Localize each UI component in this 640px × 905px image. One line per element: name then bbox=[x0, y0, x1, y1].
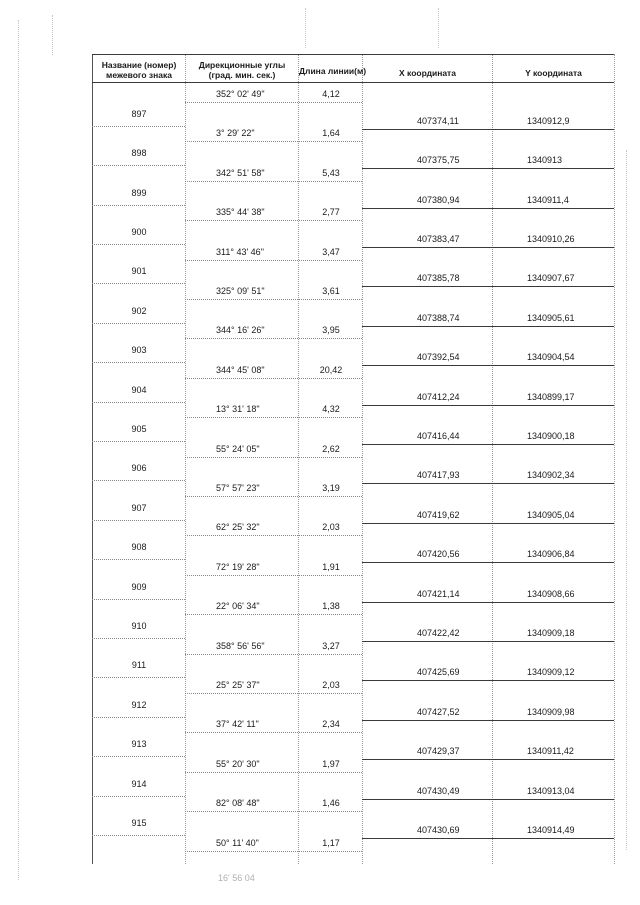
y-coordinate: 1340909,12 bbox=[527, 667, 575, 678]
row-divider bbox=[92, 835, 185, 836]
y-coordinate: 1340914,49 bbox=[527, 824, 575, 835]
x-coordinate: 407421,14 bbox=[417, 588, 460, 599]
header-line-length: Длина линии(м) bbox=[299, 66, 367, 76]
row-divider bbox=[185, 299, 362, 300]
row-divider bbox=[362, 641, 614, 642]
row-divider bbox=[185, 614, 362, 615]
x-coordinate: 407416,44 bbox=[417, 430, 460, 441]
row-divider bbox=[185, 141, 362, 142]
scan-artifact bbox=[626, 150, 627, 850]
point-name: 908 bbox=[131, 542, 147, 553]
point-name: 897 bbox=[131, 108, 147, 119]
line-length: 3,95 bbox=[322, 325, 340, 336]
y-coordinate: 1340906,84 bbox=[527, 549, 575, 560]
point-name: 902 bbox=[131, 305, 147, 316]
header-direction-angles bbox=[186, 60, 298, 80]
row-divider bbox=[185, 535, 362, 536]
point-name: 904 bbox=[131, 384, 147, 395]
point-name: 913 bbox=[131, 739, 147, 750]
row-divider bbox=[362, 680, 614, 681]
row-divider bbox=[92, 756, 185, 757]
x-coordinate: 407420,56 bbox=[417, 549, 460, 560]
line-length: 4,32 bbox=[322, 404, 340, 415]
x-coordinate: 407388,74 bbox=[417, 312, 460, 323]
header-text: (град. мин. сек.) bbox=[208, 70, 276, 80]
scan-artifact bbox=[305, 8, 306, 48]
row-divider bbox=[362, 326, 614, 327]
y-coordinate: 1340912,9 bbox=[527, 115, 570, 126]
row-divider bbox=[92, 638, 185, 639]
row-divider bbox=[92, 520, 185, 521]
y-coordinate: 1340899,17 bbox=[527, 391, 575, 402]
row-divider bbox=[362, 799, 614, 800]
x-coordinate: 407374,11 bbox=[417, 115, 459, 126]
row-divider bbox=[92, 441, 185, 442]
x-coordinate: 407375,75 bbox=[417, 155, 460, 166]
row-divider bbox=[92, 205, 185, 206]
y-coordinate: 1340913 bbox=[527, 155, 563, 166]
direction-angle: 13° 31' 18" bbox=[216, 404, 260, 415]
direction-angle: 55° 20' 30" bbox=[216, 758, 260, 769]
table-border-right bbox=[614, 54, 615, 864]
y-coordinate: 1340904,54 bbox=[527, 352, 575, 363]
header-text: межевого знака bbox=[106, 70, 172, 80]
line-length: 3,27 bbox=[322, 640, 340, 651]
x-coordinate: 407422,42 bbox=[417, 627, 460, 638]
direction-angle: 72° 19' 28" bbox=[216, 561, 260, 572]
row-divider bbox=[362, 483, 614, 484]
point-name: 912 bbox=[131, 699, 147, 710]
row-divider bbox=[362, 562, 614, 563]
y-coordinate: 1340908,66 bbox=[527, 588, 575, 599]
line-length: 2,77 bbox=[322, 207, 340, 218]
row-divider bbox=[92, 599, 185, 600]
row-divider bbox=[362, 129, 614, 130]
x-coordinate: 407385,78 bbox=[417, 273, 460, 284]
point-name: 903 bbox=[131, 345, 147, 356]
point-name: 907 bbox=[131, 502, 147, 513]
y-coordinate: 1340902,34 bbox=[527, 470, 575, 481]
row-divider bbox=[92, 796, 185, 797]
point-name: 906 bbox=[131, 463, 147, 474]
point-name: 915 bbox=[131, 817, 147, 828]
scan-artifact bbox=[18, 20, 19, 880]
row-divider bbox=[185, 220, 362, 221]
header-y-coordinate: Y координата bbox=[525, 68, 582, 78]
y-coordinate: 1340907,67 bbox=[527, 273, 575, 284]
header-x-coordinate: X координата bbox=[399, 68, 456, 78]
x-coordinate: 407392,54 bbox=[417, 352, 460, 363]
header-text: Дирекционные углы bbox=[198, 60, 286, 70]
point-name: 898 bbox=[131, 148, 147, 159]
y-coordinate: 1340905,04 bbox=[527, 509, 575, 520]
row-divider bbox=[185, 693, 362, 694]
row-divider bbox=[362, 720, 614, 721]
line-length: 3,61 bbox=[322, 286, 340, 296]
row-divider bbox=[92, 165, 185, 166]
row-divider bbox=[185, 181, 362, 182]
column-divider bbox=[185, 54, 186, 864]
direction-angle: 37° 42' 11" bbox=[216, 719, 259, 730]
y-coordinate: 1340909,18 bbox=[527, 627, 575, 638]
row-divider bbox=[185, 575, 362, 576]
row-divider bbox=[92, 283, 185, 284]
y-coordinate: 1340910,26 bbox=[527, 233, 575, 244]
x-coordinate: 407430,49 bbox=[417, 785, 460, 796]
direction-angle: 55° 24' 05" bbox=[216, 443, 260, 454]
point-name: 905 bbox=[131, 423, 147, 434]
x-coordinate: 407429,37 bbox=[417, 746, 460, 757]
row-divider bbox=[362, 168, 614, 169]
y-coordinate: 1340913,04 bbox=[527, 785, 575, 796]
y-coordinate: 1340900,18 bbox=[527, 430, 575, 441]
y-coordinate: 1340911,4 bbox=[527, 194, 569, 205]
line-length: 2,03 bbox=[322, 522, 340, 533]
point-name: 909 bbox=[131, 581, 147, 592]
line-length: 3,19 bbox=[322, 483, 340, 493]
direction-angle: 57° 57' 23" bbox=[216, 483, 260, 493]
cut-off-angle-fragment: 16' 56 04 bbox=[218, 873, 255, 883]
row-divider bbox=[185, 496, 362, 497]
direction-angle: 344° 16' 26" bbox=[216, 325, 265, 336]
line-length: 4,12 bbox=[322, 89, 340, 99]
row-divider bbox=[185, 102, 362, 103]
direction-angle: 22° 06' 34" bbox=[216, 601, 260, 612]
row-divider bbox=[362, 444, 614, 445]
line-length: 5,43 bbox=[322, 167, 340, 178]
direction-angle: 82° 08' 48" bbox=[216, 798, 260, 809]
row-divider bbox=[185, 260, 362, 261]
row-divider bbox=[92, 362, 185, 363]
x-coordinate: 407412,24 bbox=[417, 391, 460, 402]
row-divider bbox=[362, 247, 614, 248]
row-divider bbox=[92, 244, 185, 245]
x-coordinate: 407425,69 bbox=[417, 667, 460, 678]
row-divider bbox=[185, 338, 362, 339]
row-divider bbox=[185, 732, 362, 733]
column-divider bbox=[362, 54, 363, 864]
scan-artifact bbox=[52, 15, 53, 55]
direction-angle: 25° 25' 37" bbox=[216, 680, 260, 690]
point-name: 899 bbox=[131, 187, 147, 198]
line-length: 1,91 bbox=[322, 561, 340, 572]
point-name: 901 bbox=[131, 266, 147, 277]
line-length: 1,64 bbox=[322, 128, 340, 139]
header-point-name bbox=[93, 60, 185, 80]
direction-angle: 62° 25' 32" bbox=[216, 522, 260, 533]
row-divider bbox=[362, 286, 614, 287]
direction-angle: 311° 43' 46" bbox=[216, 246, 264, 257]
direction-angle: 3° 29' 22" bbox=[216, 128, 255, 139]
scan-artifact bbox=[438, 8, 439, 48]
line-length: 2,03 bbox=[322, 680, 340, 690]
x-coordinate: 407430,69 bbox=[417, 824, 460, 835]
x-coordinate: 407380,94 bbox=[417, 194, 460, 205]
y-coordinate: 1340905,61 bbox=[527, 312, 575, 323]
point-name: 914 bbox=[131, 778, 147, 789]
row-divider bbox=[92, 717, 185, 718]
x-coordinate: 407383,47 bbox=[417, 233, 460, 244]
point-name: 900 bbox=[131, 226, 147, 237]
row-divider bbox=[362, 208, 614, 209]
row-divider bbox=[362, 759, 614, 760]
line-length: 2,34 bbox=[322, 719, 340, 730]
row-divider bbox=[185, 417, 362, 418]
line-length: 2,62 bbox=[322, 443, 340, 454]
row-divider bbox=[92, 559, 185, 560]
line-length: 1,17 bbox=[322, 837, 340, 848]
header-text: Название (номер) bbox=[101, 60, 177, 70]
line-length: 20,42 bbox=[319, 364, 343, 375]
header-bottom-border bbox=[92, 82, 614, 83]
y-coordinate: 1340909,98 bbox=[527, 706, 575, 717]
row-divider bbox=[185, 851, 362, 852]
column-divider bbox=[492, 54, 493, 864]
row-divider bbox=[185, 811, 362, 812]
row-divider bbox=[185, 457, 362, 458]
row-divider bbox=[92, 677, 185, 678]
row-divider bbox=[185, 654, 362, 655]
row-divider bbox=[185, 378, 362, 379]
line-length: 1,97 bbox=[322, 758, 340, 769]
direction-angle: 50° 11' 40" bbox=[216, 837, 259, 848]
x-coordinate: 407427,52 bbox=[417, 706, 460, 717]
row-divider bbox=[362, 523, 614, 524]
direction-angle: 342° 51' 58" bbox=[216, 167, 265, 178]
line-length: 3,47 bbox=[322, 246, 340, 257]
row-divider bbox=[362, 365, 614, 366]
point-name: 911 bbox=[131, 660, 147, 671]
row-divider bbox=[362, 602, 614, 603]
point-name: 910 bbox=[131, 620, 147, 631]
line-length: 1,38 bbox=[322, 601, 340, 612]
direction-angle: 325° 09' 51" bbox=[216, 286, 265, 296]
x-coordinate: 407419,62 bbox=[417, 509, 460, 520]
column-divider bbox=[298, 54, 299, 864]
row-divider bbox=[92, 480, 185, 481]
direction-angle: 352° 02' 49" bbox=[216, 89, 265, 99]
direction-angle: 335° 44' 38" bbox=[216, 207, 265, 218]
direction-angle: 344° 45' 08" bbox=[216, 364, 265, 375]
row-divider bbox=[362, 405, 614, 406]
row-divider bbox=[92, 402, 185, 403]
row-divider bbox=[92, 323, 185, 324]
row-divider bbox=[92, 126, 185, 127]
row-divider bbox=[362, 838, 614, 839]
table-top-border bbox=[92, 54, 614, 55]
line-length: 1,46 bbox=[322, 798, 340, 809]
x-coordinate: 407417,93 bbox=[417, 470, 460, 481]
direction-angle: 358° 56' 56" bbox=[216, 640, 265, 651]
y-coordinate: 1340911,42 bbox=[527, 746, 574, 757]
row-divider bbox=[185, 772, 362, 773]
